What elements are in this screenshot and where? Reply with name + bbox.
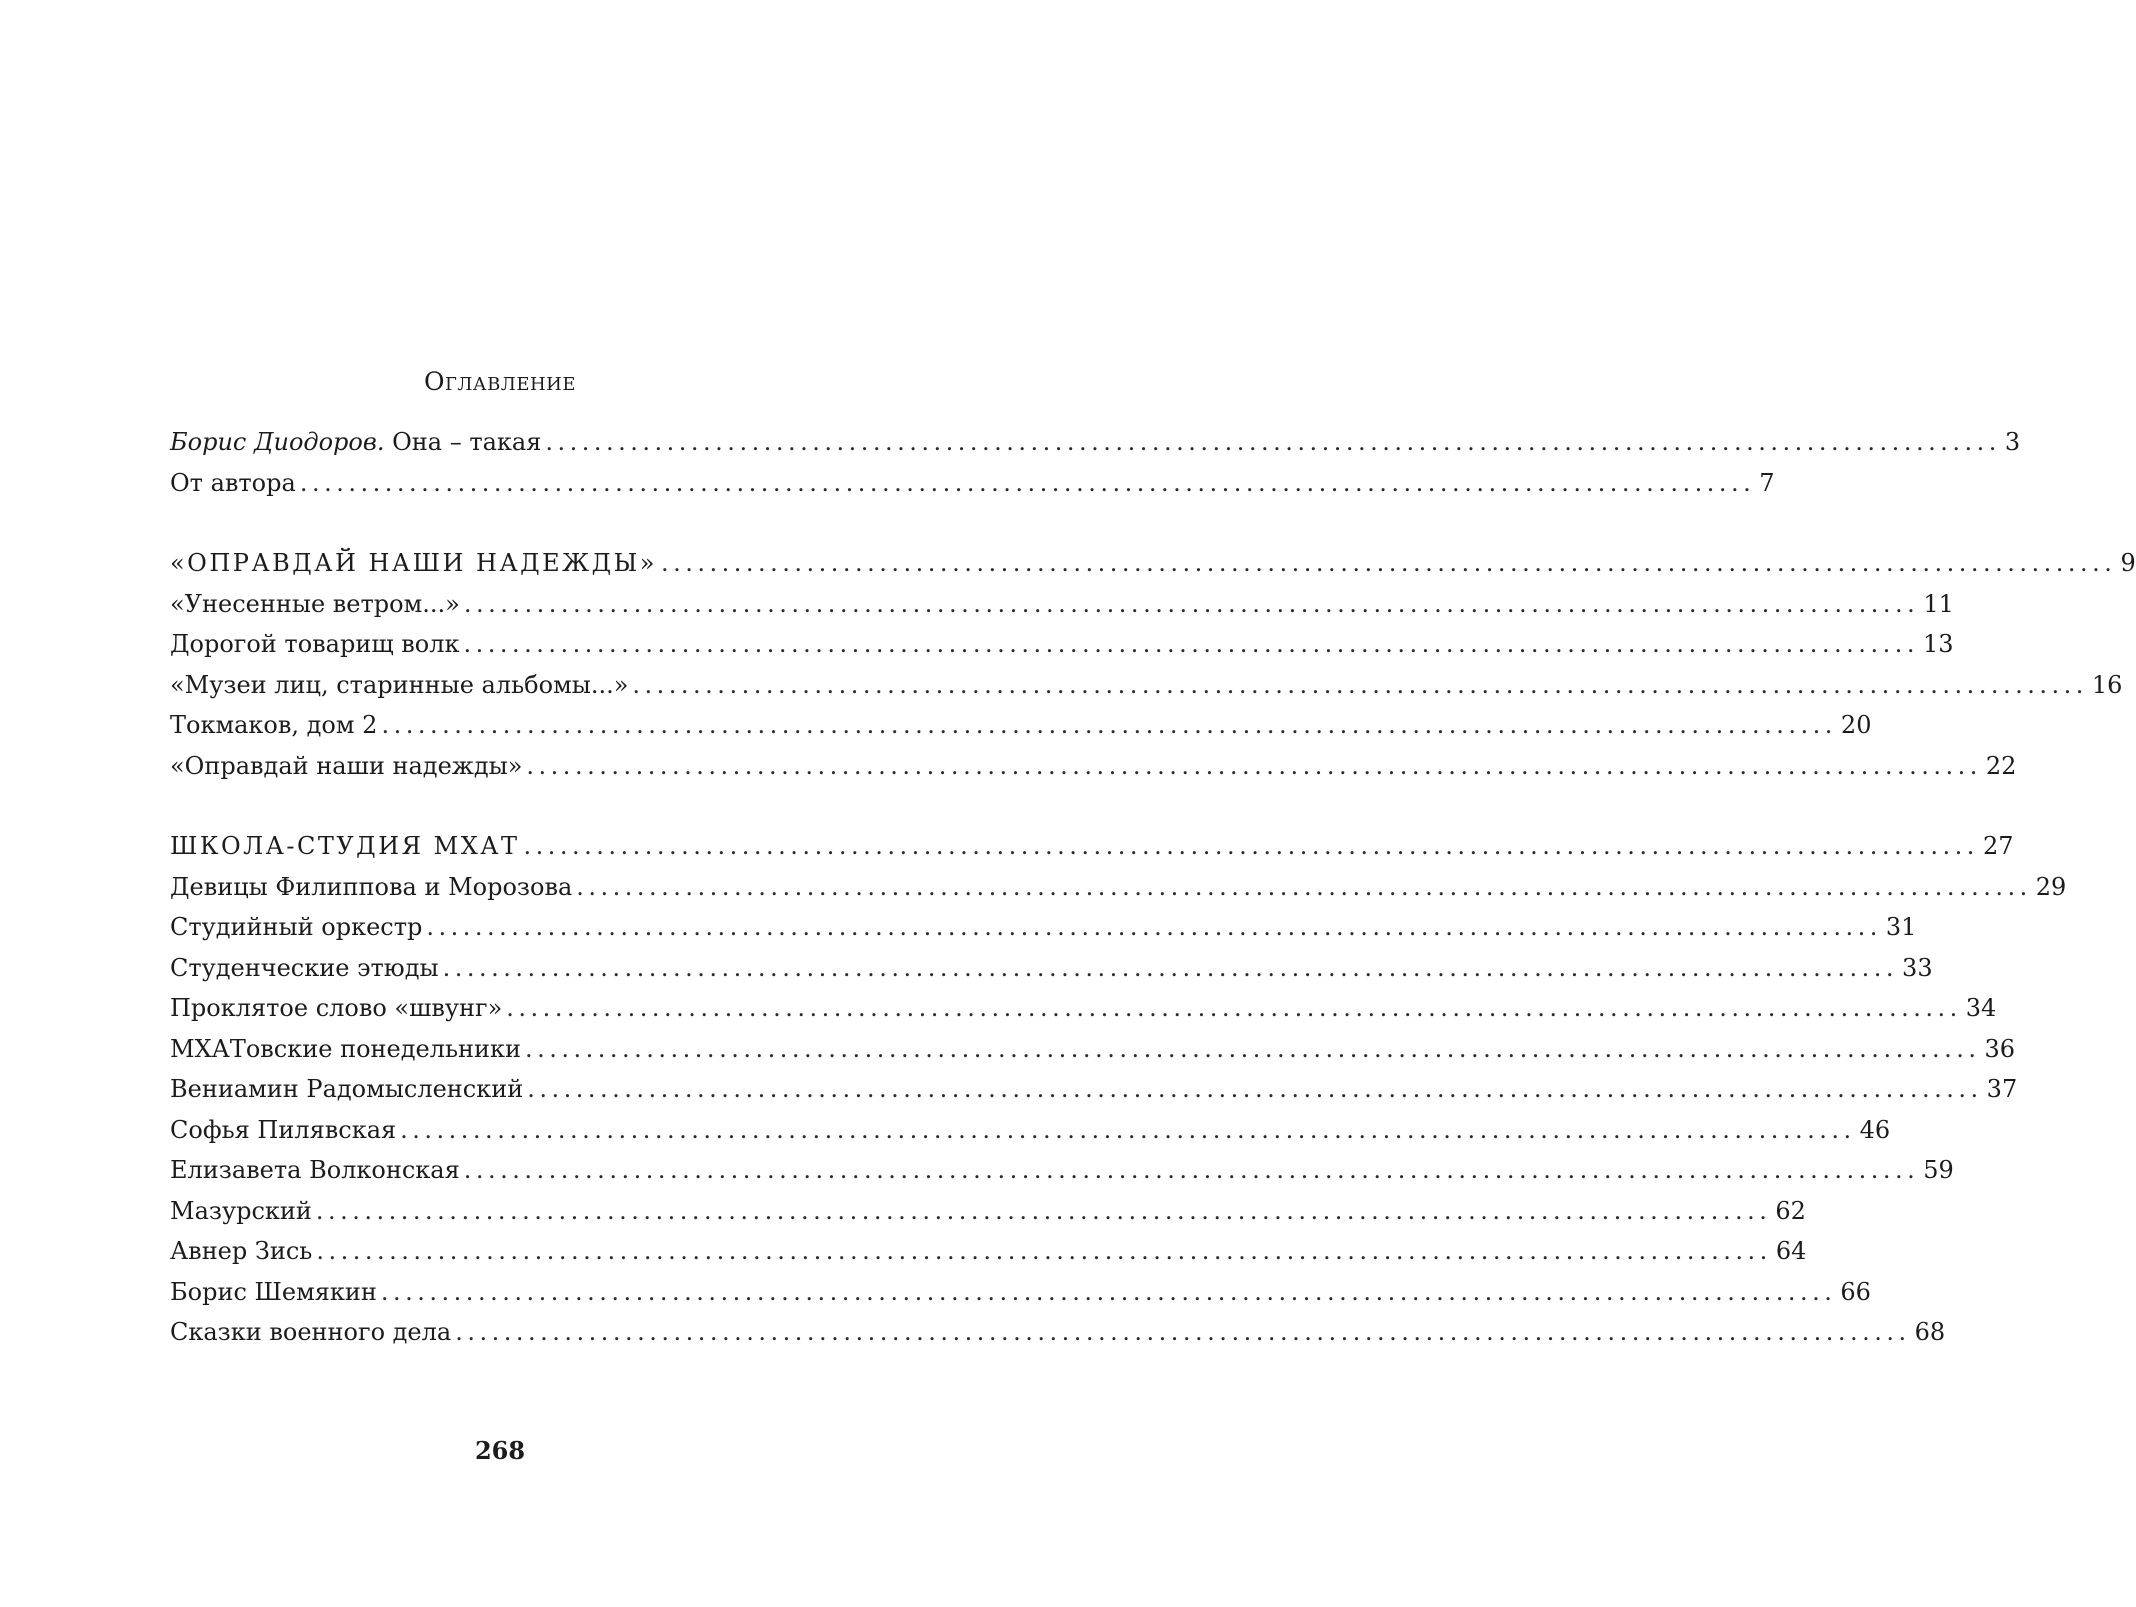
toc-section[interactable] xyxy=(170,546,2136,580)
page-title: Оглавление xyxy=(424,367,576,396)
toc-entry[interactable] xyxy=(170,1032,2016,1066)
toc-entry-title: «Унесенные ветром...» xyxy=(170,590,460,618)
toc-entry-page: 33 xyxy=(1902,954,1933,982)
toc-entry-title: Дорогой товарищ волк xyxy=(170,630,460,658)
toc-entry[interactable] xyxy=(170,708,1872,742)
toc-entry-page: 11 xyxy=(1923,590,1954,618)
toc-section[interactable] xyxy=(170,829,2014,863)
toc-entry-page: 3 xyxy=(2004,428,2021,456)
toc-entry-page: 29 xyxy=(2035,873,2067,901)
dot-leader: ........................................................................................................................ xyxy=(315,1197,1772,1225)
toc-entry[interactable] xyxy=(170,587,1954,621)
toc-entry-page: 37 xyxy=(1986,1075,2018,1103)
toc-entry[interactable] xyxy=(170,1315,1946,1349)
dot-leader: ........................................................................................................................ xyxy=(463,630,1919,658)
dot-leader: ........................................................................................................................ xyxy=(525,1035,1981,1063)
toc-entry[interactable] xyxy=(170,466,1775,500)
toc-entry-page: 68 xyxy=(1914,1318,1946,1346)
page-number: 268 xyxy=(474,1436,526,1465)
dot-leader: ........................................................................................................................ xyxy=(380,1278,1837,1306)
toc-section-title: «ОПРАВДАЙ НАШИ НАДЕЖДЫ» xyxy=(170,549,657,577)
dot-leader: ........................................................................................................................ xyxy=(463,1156,1920,1184)
toc-entry-title: «Музеи лиц, старинные альбомы...» xyxy=(170,671,629,699)
toc-entry-title: Мазурский xyxy=(170,1197,312,1225)
toc-entry-page: 22 xyxy=(1985,752,2017,780)
toc-entry[interactable] xyxy=(170,870,2067,904)
toc-entry-title: Софья Пилявская xyxy=(170,1116,397,1144)
toc-entry[interactable] xyxy=(170,627,1954,661)
toc-entry-title: Студийный оркестр xyxy=(170,913,423,941)
toc-entry-title: Токмаков, дом 2 xyxy=(170,711,378,739)
toc-entry[interactable] xyxy=(170,991,1997,1025)
toc-entry[interactable] xyxy=(170,1275,1871,1309)
toc-entry-title: Девицы Филиппова и Морозова xyxy=(170,873,573,901)
toc-entry[interactable] xyxy=(170,425,2021,459)
dot-leader: ........................................................................................................................ xyxy=(316,1237,1772,1265)
dot-leader: ........................................................................................................................ xyxy=(381,711,1837,739)
dot-leader: ........................................................................................................................ xyxy=(426,913,1882,941)
toc-entry[interactable] xyxy=(170,749,2017,783)
toc-entry-page: 13 xyxy=(1922,630,1954,658)
toc-entry-title: «Оправдай наши надежды» xyxy=(170,752,523,780)
toc-entry-title: Проклятое слово «швунг» xyxy=(170,994,503,1022)
toc-entry-title: Борис Шемякин xyxy=(170,1278,377,1306)
toc-entry-page: 16 xyxy=(2091,671,2123,699)
dot-leader: ........................................................................................................................ xyxy=(506,994,1962,1022)
toc-entry-title: Вениамин Радомысленский xyxy=(170,1075,524,1103)
dot-leader: ........................................................................................................................ xyxy=(523,832,1979,860)
toc-entry-page: 27 xyxy=(1982,832,2014,860)
toc-entry-page: 9 xyxy=(2120,549,2136,577)
toc-entry[interactable] xyxy=(170,910,1917,944)
toc-entry[interactable] xyxy=(170,668,2123,702)
dot-leader: ........................................................................................................................ xyxy=(455,1318,1911,1346)
toc-entry[interactable] xyxy=(170,1072,2018,1106)
toc-entry-title: Борис Диодоров. Она – такая xyxy=(170,428,542,456)
toc-entry[interactable] xyxy=(170,1194,1806,1228)
dot-leader: ........................................................................................................................ xyxy=(400,1116,1856,1144)
toc-entry[interactable] xyxy=(170,1234,1807,1268)
dot-leader: ........................................................................................................................ xyxy=(299,469,1756,497)
toc-entry-page: 7 xyxy=(1759,469,1775,497)
toc-entry-page: 34 xyxy=(1965,994,1997,1022)
toc-entry-title: Сказки военного дела xyxy=(170,1318,452,1346)
dot-leader: ........................................................................................................................ xyxy=(632,671,2088,699)
dot-leader: ........................................................................................................................ xyxy=(576,873,2032,901)
dot-leader: ........................................................................................................................ xyxy=(442,954,1899,982)
toc-entry-title: От автора xyxy=(170,469,296,497)
toc-entry-page: 46 xyxy=(1859,1116,1891,1144)
toc-entry-page: 20 xyxy=(1840,711,1872,739)
toc-entry-page: 64 xyxy=(1775,1237,1807,1265)
toc-entry-title: Студенческие этюды xyxy=(170,954,439,982)
dot-leader: ........................................................................................................................ xyxy=(660,549,2117,577)
toc-entry-title: Елизавета Волконская xyxy=(170,1156,460,1184)
table-of-contents xyxy=(170,0,2136,1607)
toc-entry-page: 62 xyxy=(1775,1197,1806,1225)
toc-entry-page: 66 xyxy=(1840,1278,1871,1306)
dot-leader: ........................................................................................................................ xyxy=(526,752,1982,780)
toc-entry[interactable] xyxy=(170,1113,1891,1147)
dot-leader: ........................................................................................................................ xyxy=(463,590,1920,618)
dot-leader: ........................................................................................................................ xyxy=(527,1075,1983,1103)
toc-entry-page: 59 xyxy=(1923,1156,1954,1184)
dot-leader: ........................................................................................................................ xyxy=(545,428,2001,456)
toc-entry-page: 31 xyxy=(1885,913,1917,941)
toc-section-title: ШКОЛА-СТУДИЯ МХАТ xyxy=(170,832,520,860)
toc-entry[interactable] xyxy=(170,951,1933,985)
toc-entry-author: Борис Диодоров. xyxy=(170,428,385,456)
toc-entry-page: 36 xyxy=(1984,1035,2016,1063)
toc-entry-title: МХАТовские понедельники xyxy=(170,1035,521,1063)
toc-entry-title: Авнер Зись xyxy=(170,1237,313,1265)
toc-entry[interactable] xyxy=(170,1153,1954,1187)
